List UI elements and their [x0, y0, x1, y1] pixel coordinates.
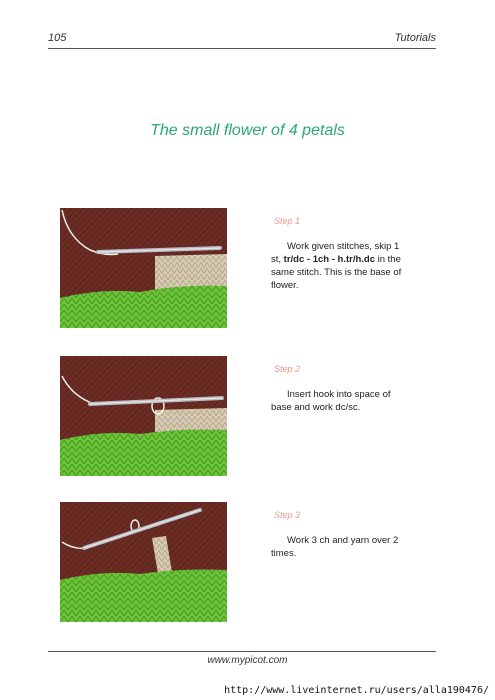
- page-title: The small flower of 4 petals: [150, 122, 345, 139]
- page-number: 105: [48, 32, 67, 44]
- step-2-text: Insert hook into space of base and work dc/sc.: [271, 389, 391, 413]
- step-1-label: Step 1: [274, 216, 301, 226]
- step-1: [60, 208, 440, 328]
- page-header: [48, 32, 436, 48]
- step-1-photo: [60, 208, 227, 328]
- step-3-label: Step 3: [274, 510, 301, 520]
- step-2-label: Step 2: [274, 364, 301, 374]
- step-2-photo: [60, 356, 227, 476]
- step-3-photo: [60, 502, 227, 622]
- step-3-text: Work 3 ch and yarn over 2 times.: [271, 535, 399, 559]
- section-title: Tutorials: [394, 32, 436, 44]
- footer-website[interactable]: www.mypicot.com: [207, 655, 288, 666]
- footer-divider: [48, 651, 436, 652]
- step-3: [60, 502, 440, 622]
- header-divider: [48, 48, 436, 49]
- watermark-url: http://www.liveinternet.ru/users/alla190476/: [224, 685, 489, 696]
- step-1-text: Work given stitches, skip 1 st, tr/dc - 1ch - h.tr/h.dc in the same stitch. This is the base of flower.: [271, 241, 402, 291]
- step-2: [60, 356, 440, 476]
